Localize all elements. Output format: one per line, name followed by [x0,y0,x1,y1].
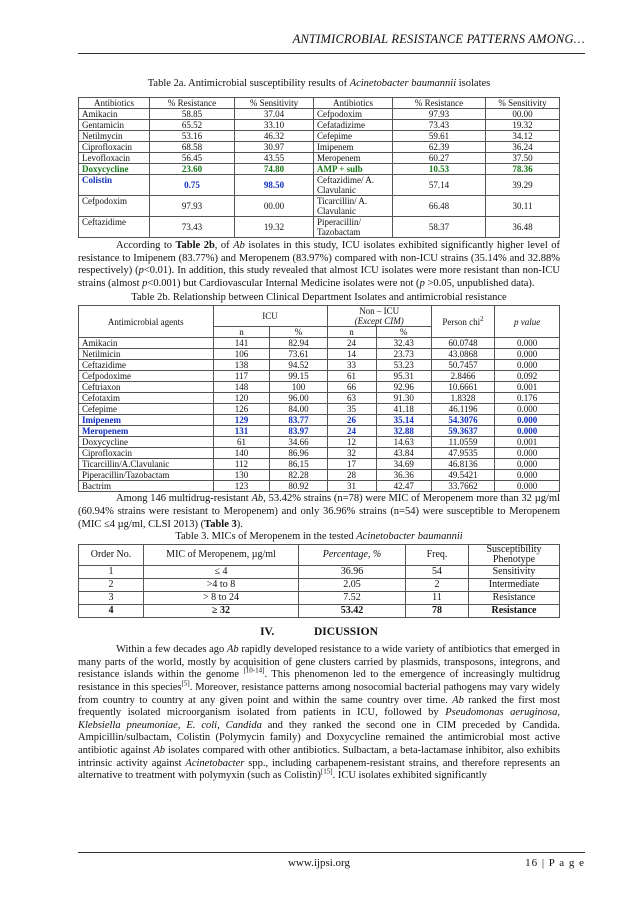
table2a [78,97,560,238]
table-row [79,426,560,437]
abbrev: Ab [452,694,464,706]
table-cell: 3 [79,592,144,605]
table-cell: 42.47 [376,481,431,492]
table-cell: 0.176 [495,393,560,404]
table-cell: 78 [406,605,469,618]
table-cell: 53.42 [299,605,406,618]
table-cell: Bactrim [79,481,214,492]
table-cell: AMP + sulb [314,164,393,175]
table-cell: Levofloxacin [79,153,150,164]
text: <0.001) but Cardiovascular Internal Medicine isolates were not ( [147,277,420,289]
text: . Moreover, resistance patterns among nosocomial bacterial pathogens may vary widely from country to country at any given point and within the same country over time. [78,681,560,706]
table-cell: 0.000 [495,349,560,360]
table-cell: 123 [213,481,270,492]
table-cell: 53.23 [376,360,431,371]
table-cell: Cefepime [314,131,393,142]
header-rule [78,53,585,54]
table-cell: 58.85 [150,109,235,120]
table-cell: Intermediate [469,579,560,592]
table-cell: 2 [79,579,144,592]
footer-site: www.ijpsi.org [287,857,351,869]
table-cell: 82.94 [270,338,327,349]
table-cell: 58.37 [393,217,486,238]
citation: [10-14] [243,666,265,675]
table-cell: 0.000 [495,360,560,371]
table-cell: 17 [327,459,376,470]
table-reference: Table 2b [175,240,215,251]
table-cell: 95.31 [376,371,431,382]
table-cell: 65.52 [150,120,235,131]
table-cell: 19.32 [235,217,314,238]
table-cell: 1 [79,566,144,579]
table-cell: 0.000 [495,404,560,415]
table-reference: Table 3 [204,518,237,530]
table-cell: 34.69 [376,459,431,470]
table3-header-row [79,545,560,566]
caption-species: Acinetobacter baumannii [356,531,463,543]
table-cell: Ceftazidime [79,360,214,371]
paragraph-discussion [78,644,560,783]
caption-text: Table 3. MICs of Meropenem in the tested [175,531,357,543]
table-cell: 1.8328 [431,393,494,404]
p-symbol: p [142,277,148,289]
table-row [79,360,560,371]
footer-page-number: 16 | P a g e [525,857,585,869]
table-cell: 106 [213,349,270,360]
table-cell: Ceftazidime/ A. Clavulanic [314,175,393,196]
table-row [79,448,560,459]
table-cell: 26 [327,415,376,426]
table-cell: 148 [213,382,270,393]
table-cell: Resistance [469,592,560,605]
table-cell: >4 to 8 [144,579,299,592]
table-cell: 41.18 [376,404,431,415]
table-cell: 00.00 [235,196,314,217]
table-cell: 47.9535 [431,448,494,459]
text: isolates in this study, ICU isolates exhibited significantly higher level of resistance to Imipenem (83.77%) and Meropenem (83.97%) compared with non-ICU strains (35.14% and 32.88% respectively) ( [78,240,560,277]
table-cell: 80.92 [270,481,327,492]
table-cell: 43.55 [235,153,314,164]
table-cell: 96.00 [270,393,327,404]
table-row [79,349,560,360]
table-cell: 36.24 [486,142,560,153]
p-symbol: p [419,277,425,289]
table-cell: Netilmicin [79,349,214,360]
table-row [79,470,560,481]
table-row [79,131,560,142]
table-cell: Ticarcillin/A.Clavulanic [79,459,214,470]
table-cell: 12 [327,437,376,448]
table-cell: 43.0868 [431,349,494,360]
table-header [431,306,494,338]
table-cell: 78.36 [486,164,560,175]
header-text: Person chi [442,316,481,327]
text: ). [236,518,243,530]
table-cell: 50.7457 [431,360,494,371]
table-cell: 98.50 [235,175,314,196]
table-row [79,153,560,164]
table-cell: 24 [327,426,376,437]
table-cell: Ticarcillin/ A. Clavulanic [314,196,393,217]
table-cell: 120 [213,393,270,404]
table-cell: 61 [327,371,376,382]
table-cell: Cefpodoxim [314,109,393,120]
table-header: Order No. [79,545,144,566]
table-cell: 66 [327,382,376,393]
table-cell: 24 [327,338,376,349]
table-cell: 82.28 [270,470,327,481]
table2a-caption [78,78,560,90]
table-row [79,393,560,404]
table-cell: 0.000 [495,448,560,459]
table-cell: Doxycycline [79,164,150,175]
section-heading [78,626,560,638]
table-subheader: % [270,327,327,338]
table3 [78,544,560,618]
table-cell: 112 [213,459,270,470]
table-cell: 0.75 [150,175,235,196]
header-text: Non – ICU [359,306,400,317]
table-cell: 0.000 [495,459,560,470]
text: According to [116,240,176,251]
table-cell: 141 [213,338,270,349]
table-header: MIC of Meropenem, µg/ml [144,545,299,566]
table-cell: 43.84 [376,448,431,459]
citation: [15] [320,767,333,776]
table-cell: 11 [406,592,469,605]
table-cell: 140 [213,448,270,459]
table-cell: 7.52 [299,592,406,605]
caption-species: Acinetobacter baumannii [349,78,457,89]
table-header: % Resistance [393,98,486,109]
table-row [79,164,560,175]
table-cell: Ceftazidime [79,217,150,238]
table-header [327,306,431,327]
table-cell: Piperacillin/Tazobactam [79,470,214,481]
table-cell: 131 [213,426,270,437]
table-cell: Cefpodoxime [79,371,214,382]
table-cell: 0.000 [495,426,560,437]
table-row [79,217,560,238]
table-header: Antibiotics [79,98,150,109]
table-cell: ≤ 4 [144,566,299,579]
table-cell: Ciprofloxacin [79,448,214,459]
abbrev: Ab [251,493,264,505]
table-cell: 83.77 [270,415,327,426]
table-row [79,579,560,592]
text: isolates compared with other antibiotics. Sulbactam, a beta-lactamase inhibitor, also exhibits intrinsic activity against [78,744,560,769]
caption-text: Table 2a. Antimicrobial susceptibility results of [147,78,350,89]
table-cell: 2 [406,579,469,592]
table-cell: 35.14 [376,415,431,426]
table-cell: 97.93 [150,196,235,217]
text: , 53.42% strains (n=78) were MIC of Meropenem more than 32 µg/ml (60.94% strains were resistant to Meropenem) and only 36.96% strains (n=54) were susceptible to Meropenem (MIC ≤4 µg/ml, CLSI 2013) ( [78,493,560,530]
table-row [79,404,560,415]
table-cell: 56.45 [150,153,235,164]
text: Among 146 multidrug-resistant [116,493,252,505]
table-cell: 0.000 [495,481,560,492]
table-cell: 36.48 [486,217,560,238]
table-cell: 73.43 [150,217,235,238]
header-subtext: (Except CIM) [354,316,404,327]
text: . ICU isolates exhibited significantly [332,770,487,782]
table-cell: 46.32 [235,131,314,142]
superscript: 2 [480,314,484,323]
table-cell: Cefatadizime [314,120,393,131]
table3-caption [78,531,560,543]
abbrev: Ab [233,240,245,251]
table-cell: 37.50 [486,153,560,164]
text: rapidly developed resistance to a wide variety of antibiotics that emerged in many parts of the world, mostly by acquisition of gene clusters carried by plasmids, transposons, integrons, and resistance islands within the genome [78,644,560,681]
table-cell: 60.0748 [431,338,494,349]
table-cell: 91.30 [376,393,431,404]
caption-text: isolates [456,78,491,89]
table-cell: 46.8136 [431,459,494,470]
table-row [79,338,560,349]
table-cell: 83.97 [270,426,327,437]
table-row [79,605,560,618]
table-cell: 129 [213,415,270,426]
table-cell: 138 [213,360,270,371]
table-cell: 49.5421 [431,470,494,481]
table-cell: 63 [327,393,376,404]
table-cell: 73.43 [393,120,486,131]
table-cell: 59.3637 [431,426,494,437]
table-row [79,371,560,382]
section-number: IV. [260,626,275,639]
table-cell: 14.63 [376,437,431,448]
header-text: p value [513,316,541,327]
table-cell: 0.000 [495,415,560,426]
table-cell: Resistance [469,605,560,618]
table-cell: 97.93 [393,109,486,120]
table-cell: 60.27 [393,153,486,164]
table-cell: 0.092 [495,371,560,382]
table2b [78,305,560,492]
table-cell: 74.80 [235,164,314,175]
table-cell: 00.00 [486,109,560,120]
table-cell: 100 [270,382,327,393]
table-cell: 62.39 [393,142,486,153]
text: >0.05, unpublished data). [424,277,535,289]
table-cell: ≥ 32 [144,605,299,618]
table-cell: Meropenem [314,153,393,164]
table-cell: Cefpodoxim [79,196,150,217]
table-cell: 33 [327,360,376,371]
table-cell: 66.48 [393,196,486,217]
table-cell: Meropenem [79,426,214,437]
table-header: Antimicrobial agents [79,306,214,338]
table-header: ICU [213,306,327,327]
table-cell: 30.97 [235,142,314,153]
table-header: Freq. [406,545,469,566]
table-subheader: n [213,327,270,338]
table-row [79,109,560,120]
table-cell: 19.32 [486,120,560,131]
table-cell: 86.96 [270,448,327,459]
table-cell: 86.15 [270,459,327,470]
table-cell: 0.001 [495,437,560,448]
table-row [79,566,560,579]
table-header [299,545,406,566]
table-header: Antibiotics [314,98,393,109]
table-cell: 61 [213,437,270,448]
text: spp., including carbapenem-resistant strains, and therefore represents an alternative to treatment with polymyxin (such as Colistin) [78,757,560,782]
table-cell: 73.61 [270,349,327,360]
table-cell: 32.88 [376,426,431,437]
header-text: Percentage, % [322,549,382,561]
table-cell: 36.96 [299,566,406,579]
table-row [79,459,560,470]
table-row [79,175,560,196]
table-header: % Resistance [150,98,235,109]
table-row [79,196,560,217]
table-cell: > 8 to 24 [144,592,299,605]
footer-rule [78,852,585,853]
table-cell: 14 [327,349,376,360]
text: ranked the first most frequently isolated microorganism isolated from patients in ICU, followed by [78,694,561,719]
table-cell: Imipenem [79,415,214,426]
table-subheader: % [376,327,431,338]
table-cell: 32.43 [376,338,431,349]
table-cell: Amikacin [79,338,214,349]
paragraph-meropenem-mic [78,493,560,531]
table-cell: 84.00 [270,404,327,415]
table-header: Susceptibility Phenotype [469,545,560,566]
table-header [495,306,560,338]
table-cell: 35 [327,404,376,415]
table-cell: 32 [327,448,376,459]
abbrev: Ab [227,644,239,656]
table-cell: 54 [406,566,469,579]
table-cell: 36.36 [376,470,431,481]
table-header: % Sensitivity [486,98,560,109]
table-header: % Sensitivity [235,98,314,109]
table-cell: 2.05 [299,579,406,592]
table2a-header-row [79,98,560,109]
table-cell: Sensitivity [469,566,560,579]
table-cell: Ceftriaxon [79,382,214,393]
table-cell: 46.1196 [431,404,494,415]
table-cell: 30.11 [486,196,560,217]
table-cell: Netilmycin [79,131,150,142]
text: . This phenomenon led to the emergence of increasingly multidrug resistance in this species [78,669,560,693]
table-cell: 10.6661 [431,382,494,393]
p-symbol: p [138,265,144,277]
table-cell: 28 [327,470,376,481]
table-cell: Cefepime [79,404,214,415]
table-cell: 4 [79,605,144,618]
table-row [79,120,560,131]
table-row [79,382,560,393]
table-subheader: n [327,327,376,338]
table-cell: 23.73 [376,349,431,360]
table-cell: 2.8466 [431,371,494,382]
table-cell: 23.60 [150,164,235,175]
citation: [5] [181,679,190,688]
text: <0.01). In addition, this study revealed that almost ICU isolates were more resistant than non-ICU strains (almost [78,265,560,289]
table-cell: 126 [213,404,270,415]
table-row [79,481,560,492]
table-cell: 34.66 [270,437,327,448]
table-cell: 68.58 [150,142,235,153]
table-cell: 59.61 [393,131,486,142]
table-row [79,415,560,426]
table-cell: 130 [213,470,270,481]
table-cell: 94.52 [270,360,327,371]
table2b-caption: Table 2b. Relationship between Clinical Department Isolates and antimicrobial resistance [131,292,507,304]
table-row [79,437,560,448]
table-cell: Cefotaxim [79,393,214,404]
table-cell: 54.3076 [431,415,494,426]
table-cell: 92.96 [376,382,431,393]
table-cell: 39.29 [486,175,560,196]
species-list: Pseudomonas aeruginosa, Klebsiella pneumoniae, E. coli, Candida [78,707,560,731]
table-cell: 11.0559 [431,437,494,448]
table-cell: Amikacin [79,109,150,120]
table2b-header-row [79,306,560,327]
paragraph-table2b-summary [78,240,560,290]
text: , of [214,240,234,251]
abbrev: Ab [153,744,166,756]
table-cell: 0.001 [495,382,560,393]
table-row [79,592,560,605]
table-cell: Imipenem [314,142,393,153]
table-cell: 33.7662 [431,481,494,492]
table-cell: 0.000 [495,470,560,481]
table-cell: 34.12 [486,131,560,142]
table-cell: 10.53 [393,164,486,175]
table-row [79,142,560,153]
table-cell: 99.15 [270,371,327,382]
table-cell: 33.10 [235,120,314,131]
table-cell: 57.14 [393,175,486,196]
table-cell: Ciprofloxacin [79,142,150,153]
table-cell: 0.000 [495,338,560,349]
table-cell: 31 [327,481,376,492]
table-cell: 53.16 [150,131,235,142]
table-cell: Gentamicin [79,120,150,131]
table-cell: Piperacillin/ Tazobactam [314,217,393,238]
text: and they ranked the second one in CIM preceded by Candida. Ampicillin/sulbactam, Colistin (Polymycin family) and Doxycycline remained the antimicrobial most active antibiotic against [78,719,560,756]
running-header: ANTIMICROBIAL RESISTANCE PATTERNS AMONG… [292,32,585,46]
section-title: DICUSSION [314,626,378,639]
table-cell: 117 [213,371,270,382]
table-cell: Colistin [79,175,150,196]
table-cell: Doxycycline [79,437,214,448]
table-cell: 37.04 [235,109,314,120]
text: Within a few decades ago [116,644,227,656]
species: Acinetobacter [185,757,245,769]
main-content [78,60,560,783]
